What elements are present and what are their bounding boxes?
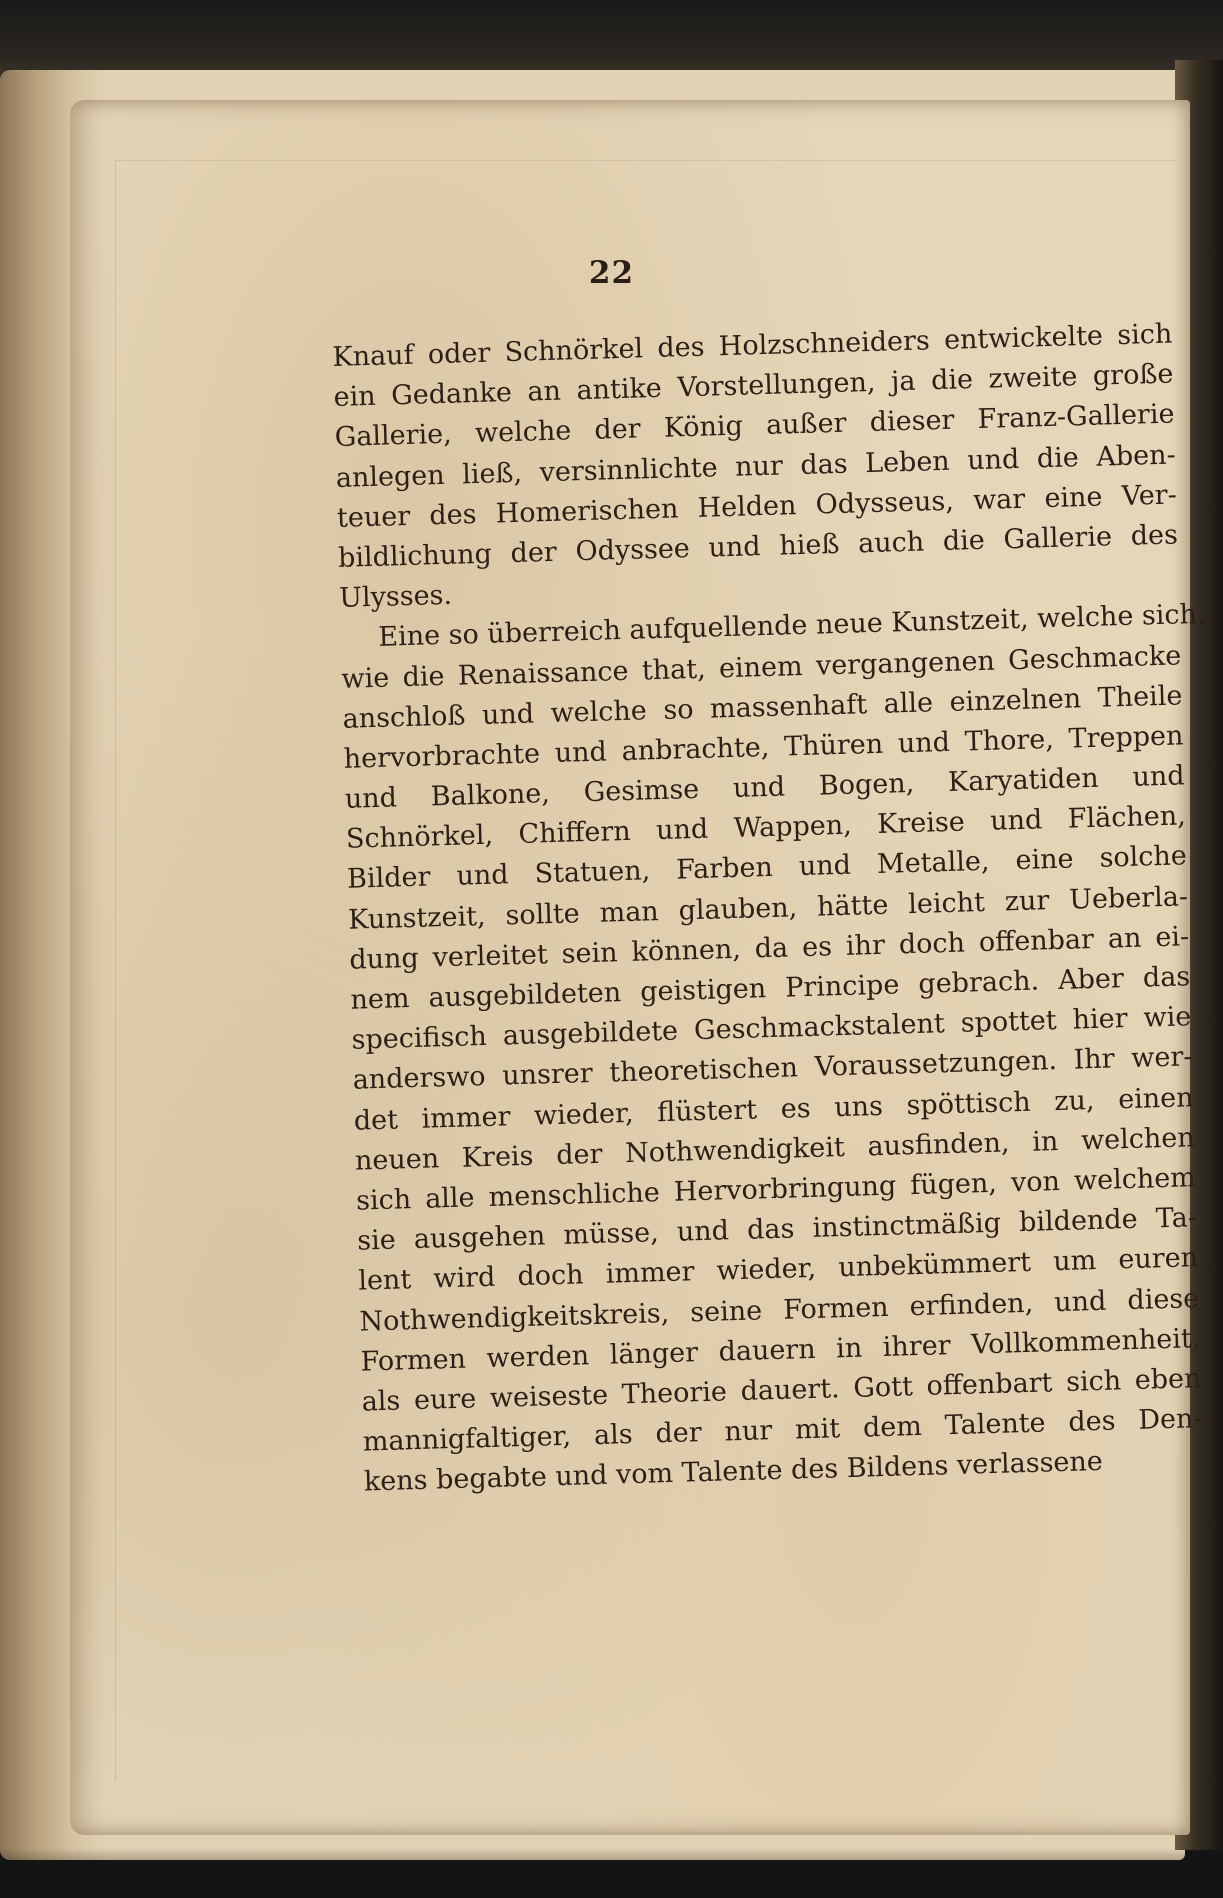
text-line: dung verleitet sein können, da es ihr doch offenbar an ei- <box>348 921 1190 976</box>
text-line: teuer des Homerischen Helden Odysseus, war eine Ver- <box>336 479 1178 534</box>
text-line: ein Gedanke an antike Vorstellungen, ja die zweite große <box>333 358 1174 414</box>
text-line: sie ausgehen müsse, und das instinctmäßig bildende Ta- <box>356 1202 1198 1257</box>
text-line: wie die Renaissance that, einem vergangenen Geschmacke <box>341 639 1182 695</box>
text-line: mannigfaltiger, als der nur mit dem Talente des Den- <box>362 1403 1203 1458</box>
text-line: hervorbrachte und anbrachte, Thüren und Thore, Treppen <box>343 720 1184 775</box>
text-line: Bilder und Statuen, Farben und Metalle, eine solche <box>346 840 1188 896</box>
text-line: Schnörkel, Chiffern und Wappen, Kreise und Flächen, <box>345 800 1187 856</box>
text-line-paragraph-end: Ulysses. <box>338 579 453 615</box>
bottom-shadow <box>0 1848 1223 1898</box>
text-line: Kunstzeit, sollte man glauben, hätte leicht zur Ueberla- <box>347 880 1189 936</box>
text-line: specifisch ausgebildete Geschmackstalent spottet hier wie <box>351 1001 1192 1056</box>
text-line: Knauf oder Schnörkel des Holzschneiders entwickelte sich <box>332 318 1173 373</box>
text-line: sich alle menschliche Hervorbringung fügen, von welchem <box>355 1162 1197 1217</box>
page-number: 22 <box>588 255 635 291</box>
text-line: kens begabte und vom Talente des Bildens verlassene <box>363 1446 1104 1498</box>
text-line: als eure weiseste Theorie dauert. Gott offenbart sich eben <box>361 1363 1202 1418</box>
text-line: Nothwendigkeitskreis, seine Formen erfinden, und diese <box>359 1282 1200 1338</box>
text-line: nem ausgebildeten geistigen Principe gebrach. Aber das <box>350 961 1191 1016</box>
text-line: bildlichung der Odyssee und hieß auch die Gallerie des <box>337 519 1179 574</box>
text-line: lent wird doch immer wieder, unbekümmert um euren <box>357 1242 1199 1297</box>
text-line: neuen Kreis der Nothwendigkeit ausfinden, in welchen <box>354 1121 1196 1177</box>
text-line-paragraph-start: Eine so überreich aufquellende neue Kunstzeit, welche sich, <box>377 599 1206 654</box>
text-line: Gallerie, welche der König außer dieser Franz-Gallerie <box>334 398 1175 454</box>
text-line: und Balkone, Gesimse und Bogen, Karyatiden und <box>344 760 1185 815</box>
book-binding-top <box>0 0 1223 80</box>
body-text <box>332 315 1204 1503</box>
text-line: Formen werden länger dauern in ihrer Vollkommenheit, <box>360 1322 1201 1378</box>
text-line: anderswo unsrer theoretischen Voraussetzungen. Ihr wer- <box>352 1041 1193 1097</box>
text-line: det immer wieder, flüstert es uns spöttisch zu, einen <box>353 1081 1194 1137</box>
text-line: anlegen ließ, versinnlichte nur das Leben und die Aben- <box>335 439 1177 494</box>
text-line: anschloß und welche so massenhaft alle einzelnen Theile <box>342 680 1183 735</box>
